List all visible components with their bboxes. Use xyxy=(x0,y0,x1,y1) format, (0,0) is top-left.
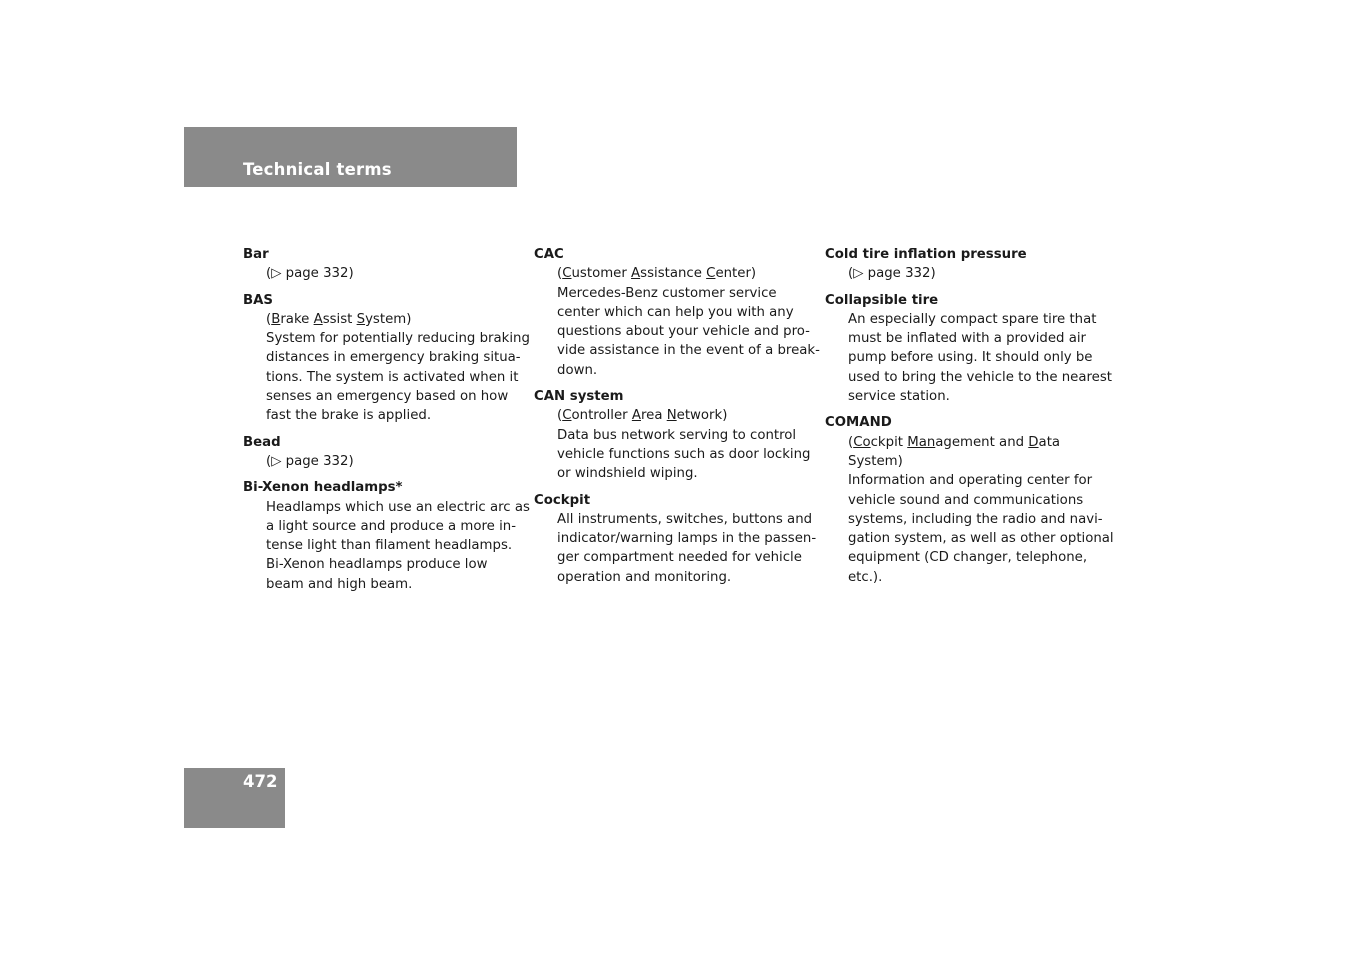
definition-line: must be inflated with a provided air xyxy=(848,331,1087,347)
definition-line: (▷ page 332) xyxy=(266,453,354,469)
definition-line: equipment (CD changer, telephone, xyxy=(848,550,1088,566)
definition-line: service station. xyxy=(848,389,950,405)
acronym-letter: Man xyxy=(907,434,936,450)
definition-line: systems, including the radio and navi- xyxy=(848,511,1103,527)
acronym-expansion xyxy=(848,433,1101,452)
glossary-definition xyxy=(825,433,1114,587)
acronym-letter: D xyxy=(1028,434,1039,450)
glossary-entry xyxy=(243,478,530,594)
definition-line: or windshield wiping. xyxy=(557,466,698,482)
acronym-letter: A xyxy=(631,266,641,282)
expansion-text: enter) xyxy=(715,266,757,282)
glossary-column-2 xyxy=(534,245,820,594)
expansion-text: etwork) xyxy=(676,408,728,424)
glossary-entry xyxy=(534,387,810,483)
definition-line: pump before using. It should only be xyxy=(848,350,1093,366)
glossary-term: Bead xyxy=(243,434,281,450)
page-title: Technical terms xyxy=(243,160,392,179)
definition-line: Headlamps which use an electric arc as xyxy=(266,499,530,515)
definition-line: operation and monitoring. xyxy=(557,569,732,585)
glossary-entry xyxy=(243,433,519,472)
glossary-definition xyxy=(243,310,530,426)
glossary-column-3 xyxy=(825,245,1114,594)
expansion-text: ( xyxy=(848,434,854,450)
acronym-expansion xyxy=(266,310,519,329)
glossary-term: Cold tire inflation pressure xyxy=(825,247,1027,262)
definition-line: vide assistance in the event of a break- xyxy=(557,343,820,359)
glossary-definition xyxy=(243,498,530,594)
acronym-letter: C xyxy=(706,266,716,282)
acronym-letter: C xyxy=(562,266,572,282)
glossary-term: CAN system xyxy=(534,389,624,405)
acronym-expansion xyxy=(557,406,810,425)
definition-line: tions. The system is activated when it xyxy=(266,369,519,385)
definition-line: Data bus network serving to control xyxy=(557,427,797,443)
definition-line: etc.). xyxy=(848,569,883,585)
glossary-definition xyxy=(825,310,1112,406)
definition-line: Mercedes-Benz customer service xyxy=(557,285,777,301)
definition-line: ger compartment needed for vehicle xyxy=(557,550,802,566)
acronym-letter: C xyxy=(562,408,572,424)
glossary-term: COMAND xyxy=(825,415,892,431)
definition-line: questions about your vehicle and pro- xyxy=(557,324,810,340)
definition-line: used to bring the vehicle to the nearest xyxy=(848,369,1112,385)
definition-line: beam and high beam. xyxy=(266,576,413,592)
glossary-term: Bar xyxy=(243,247,269,262)
glossary-entry xyxy=(825,291,1112,407)
definition-line: distances in emergency braking situa- xyxy=(266,350,521,366)
glossary-definition xyxy=(243,264,519,283)
glossary-definition xyxy=(534,406,810,483)
acronym-letter: A xyxy=(631,408,641,424)
definition-line: gation system, as well as other optional xyxy=(848,531,1114,547)
definition-line: Bi-Xenon headlamps produce low xyxy=(266,557,488,573)
definition-line: vehicle sound and communications xyxy=(848,492,1084,508)
glossary-entry xyxy=(825,413,1114,587)
glossary-term: Bi-Xenon headlamps* xyxy=(243,480,403,496)
header-band xyxy=(184,127,517,187)
acronym-letter: N xyxy=(666,408,677,424)
expansion-text: ( xyxy=(557,408,563,424)
glossary-entry xyxy=(534,491,817,587)
definition-line: senses an emergency based on how xyxy=(266,389,509,405)
glossary-entry xyxy=(243,245,519,284)
expansion-text: ystem) xyxy=(365,311,412,327)
glossary-term: BAS xyxy=(243,292,274,308)
expansion-text: ssistance xyxy=(640,266,707,282)
glossary-definition xyxy=(243,452,519,471)
glossary-definition xyxy=(534,510,817,587)
definition-line: System for potentially reducing braking xyxy=(266,331,530,347)
glossary-entry xyxy=(534,245,820,380)
definition-line: center which can help you with any xyxy=(557,304,794,320)
expansion-text: ( xyxy=(557,266,563,282)
page-number: 472 xyxy=(243,772,278,791)
glossary-term: Collapsible tire xyxy=(825,292,939,308)
acronym-letter: Co xyxy=(853,434,871,450)
definition-line: An especially compact spare tire that xyxy=(848,311,1097,327)
glossary-definition xyxy=(825,264,1101,283)
expansion-text: ontroller xyxy=(571,408,632,424)
glossary-term: Cockpit xyxy=(534,492,591,508)
expansion-text: ckpit xyxy=(870,434,908,450)
expansion-text: ( xyxy=(266,311,272,327)
glossary-column-1 xyxy=(243,245,530,601)
acronym-expansion-continued: System) xyxy=(848,453,903,469)
expansion-text: agement and xyxy=(935,434,1029,450)
definition-line: (▷ page 332) xyxy=(848,266,936,282)
definition-line: (▷ page 332) xyxy=(266,266,354,282)
expansion-text: rake xyxy=(280,311,314,327)
glossary-term: CAC xyxy=(534,247,564,262)
glossary-entry xyxy=(243,291,530,426)
glossary-entry xyxy=(825,245,1101,284)
acronym-letter: S xyxy=(356,311,366,327)
definition-line: indicator/warning lamps in the passen- xyxy=(557,531,817,547)
expansion-text: rea xyxy=(640,408,667,424)
definition-line: tense light than filament headlamps. xyxy=(266,538,513,554)
acronym-letter: B xyxy=(271,311,281,327)
definition-line: vehicle functions such as door locking xyxy=(557,446,811,462)
definition-line: down. xyxy=(557,362,598,378)
definition-line: fast the brake is applied. xyxy=(266,408,432,424)
definition-line: All instruments, switches, buttons and xyxy=(557,511,813,527)
expansion-text: ustomer xyxy=(571,266,632,282)
expansion-text: ata xyxy=(1038,434,1061,450)
page-number-tab xyxy=(184,768,285,828)
expansion-text: ssist xyxy=(322,311,357,327)
glossary-definition xyxy=(534,264,820,380)
definition-line: Information and operating center for xyxy=(848,473,1093,489)
acronym-expansion xyxy=(557,264,810,283)
definition-line: a light source and produce a more in- xyxy=(266,518,516,534)
acronym-letter: A xyxy=(313,311,323,327)
